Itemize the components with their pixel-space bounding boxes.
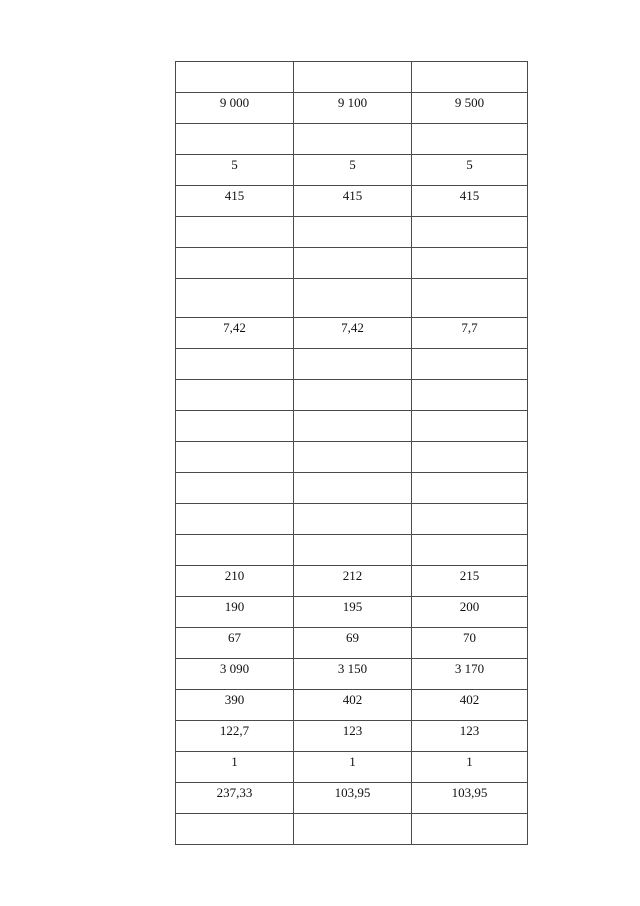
- cell-value: [176, 814, 293, 817]
- cell-value: [412, 217, 527, 220]
- cell-value: [176, 217, 293, 220]
- cell-value: 67: [228, 630, 241, 645]
- cell-value: [176, 380, 293, 383]
- cell-value: [176, 124, 293, 127]
- cell-value: 415: [459, 188, 480, 203]
- cell-value: 9 500: [454, 95, 485, 110]
- cell-value: [176, 62, 293, 65]
- table-row: [176, 566, 528, 597]
- table-cell: [412, 186, 528, 217]
- table-row: [176, 659, 528, 690]
- cell-value: [412, 248, 527, 251]
- cell-value: [412, 504, 527, 507]
- cell-value: 122,7: [219, 723, 250, 738]
- table-cell: [412, 217, 528, 248]
- table-row: [176, 349, 528, 380]
- table-cell: [294, 473, 412, 504]
- cell-value: 123: [342, 723, 363, 738]
- cell-value: [294, 279, 411, 282]
- cell-value: 212: [342, 568, 363, 583]
- table-row: [176, 814, 528, 845]
- cell-value: 103,95: [451, 785, 488, 800]
- table-cell: [412, 442, 528, 473]
- cell-value: 5: [466, 157, 473, 172]
- table-cell: [176, 721, 294, 752]
- cell-value: [412, 814, 527, 817]
- table-cell: [176, 124, 294, 155]
- table-row: [176, 62, 528, 93]
- table-cell: [294, 504, 412, 535]
- table-cell: [412, 628, 528, 659]
- table-cell: [176, 597, 294, 628]
- cell-value: [176, 411, 293, 414]
- cell-value: [176, 279, 293, 282]
- cell-value: [176, 535, 293, 538]
- cell-value: 1: [231, 754, 238, 769]
- table-cell: [294, 93, 412, 124]
- cell-value: [294, 380, 411, 383]
- cell-value: 195: [342, 599, 363, 614]
- table-cell: [176, 442, 294, 473]
- table-cell: [412, 783, 528, 814]
- table-cell: [412, 248, 528, 279]
- table-cell: [412, 124, 528, 155]
- table-cell: [294, 124, 412, 155]
- cell-value: [412, 380, 527, 383]
- table-cell: [412, 566, 528, 597]
- table-row: [176, 380, 528, 411]
- table-cell: [412, 93, 528, 124]
- cell-value: 200: [459, 599, 480, 614]
- table-row: [176, 248, 528, 279]
- table-cell: [294, 814, 412, 845]
- table-cell: [294, 597, 412, 628]
- cell-value: [412, 535, 527, 538]
- table-cell: [294, 628, 412, 659]
- table-cell: [176, 186, 294, 217]
- cell-value: 415: [342, 188, 363, 203]
- cell-value: [294, 217, 411, 220]
- table-cell: [294, 752, 412, 783]
- table-cell: [176, 535, 294, 566]
- cell-value: 70: [463, 630, 476, 645]
- data-table: [175, 61, 528, 845]
- table-cell: [176, 349, 294, 380]
- cell-value: 9 000: [219, 95, 250, 110]
- table-cell: [294, 217, 412, 248]
- table-cell: [176, 279, 294, 318]
- table-cell: [176, 380, 294, 411]
- table-cell: [176, 155, 294, 186]
- cell-value: 7,42: [341, 320, 364, 335]
- table-cell: [176, 62, 294, 93]
- table-cell: [294, 659, 412, 690]
- table-cell: [412, 721, 528, 752]
- cell-value: [412, 442, 527, 445]
- table-cell: [176, 628, 294, 659]
- table-cell: [294, 721, 412, 752]
- table-cell: [176, 566, 294, 597]
- cell-value: [294, 814, 411, 817]
- table-row: [176, 411, 528, 442]
- table-cell: [176, 318, 294, 349]
- table-row: [176, 597, 528, 628]
- table-row: [176, 473, 528, 504]
- cell-value: 215: [459, 568, 480, 583]
- table-row: [176, 721, 528, 752]
- cell-value: 390: [224, 692, 245, 707]
- cell-value: [412, 124, 527, 127]
- table-cell: [176, 248, 294, 279]
- table-cell: [176, 473, 294, 504]
- table-row: [176, 504, 528, 535]
- table-cell: [176, 504, 294, 535]
- cell-value: 402: [342, 692, 363, 707]
- table-cell: [412, 473, 528, 504]
- table-cell: [294, 155, 412, 186]
- table-cell: [294, 186, 412, 217]
- table-cell: [294, 349, 412, 380]
- table-row: [176, 279, 528, 318]
- table-cell: [294, 535, 412, 566]
- table-cell: [176, 783, 294, 814]
- cell-value: 402: [459, 692, 480, 707]
- table-cell: [294, 62, 412, 93]
- table-row: [176, 752, 528, 783]
- cell-value: [294, 411, 411, 414]
- cell-value: [412, 349, 527, 352]
- cell-value: [294, 248, 411, 251]
- table-cell: [294, 783, 412, 814]
- table-row: [176, 318, 528, 349]
- table-row: [176, 442, 528, 473]
- cell-value: [412, 411, 527, 414]
- table-cell: [294, 318, 412, 349]
- table-cell: [176, 93, 294, 124]
- table-row: [176, 217, 528, 248]
- cell-value: 9 100: [337, 95, 368, 110]
- table-cell: [176, 752, 294, 783]
- cell-value: 7,7: [461, 320, 478, 335]
- cell-value: [176, 349, 293, 352]
- cell-value: [412, 62, 527, 65]
- cell-value: [294, 504, 411, 507]
- table-cell: [412, 380, 528, 411]
- cell-value: 103,95: [334, 785, 371, 800]
- table-cell: [412, 535, 528, 566]
- table-cell: [412, 155, 528, 186]
- cell-value: [176, 504, 293, 507]
- table-cell: [294, 411, 412, 442]
- cell-value: 415: [224, 188, 245, 203]
- table-row: [176, 155, 528, 186]
- table-cell: [294, 690, 412, 721]
- cell-value: 5: [349, 157, 356, 172]
- cell-value: 7,42: [223, 320, 246, 335]
- cell-value: [176, 473, 293, 476]
- cell-value: [294, 349, 411, 352]
- cell-value: [176, 442, 293, 445]
- table-cell: [294, 566, 412, 597]
- cell-value: [294, 62, 411, 65]
- table-row: [176, 535, 528, 566]
- table-cell: [412, 597, 528, 628]
- table-cell: [412, 690, 528, 721]
- cell-value: [294, 473, 411, 476]
- table-cell: [412, 411, 528, 442]
- cell-value: [412, 279, 527, 282]
- table-cell: [176, 690, 294, 721]
- table-body: [176, 62, 528, 845]
- cell-value: 69: [346, 630, 359, 645]
- cell-value: [294, 442, 411, 445]
- cell-value: 237,33: [216, 785, 253, 800]
- table-row: [176, 186, 528, 217]
- cell-value: 3 170: [454, 661, 485, 676]
- cell-value: 5: [231, 157, 238, 172]
- table-row: [176, 124, 528, 155]
- table-cell: [412, 62, 528, 93]
- table-cell: [176, 217, 294, 248]
- table-row: [176, 628, 528, 659]
- cell-value: 1: [349, 754, 356, 769]
- cell-value: 190: [224, 599, 245, 614]
- cell-value: 210: [224, 568, 245, 583]
- table-row: [176, 93, 528, 124]
- table-cell: [176, 411, 294, 442]
- cell-value: 123: [459, 723, 480, 738]
- table-cell: [412, 349, 528, 380]
- cell-value: [294, 535, 411, 538]
- cell-value: 1: [466, 754, 473, 769]
- cell-value: [294, 124, 411, 127]
- table-cell: [176, 659, 294, 690]
- table-cell: [294, 380, 412, 411]
- table-cell: [412, 318, 528, 349]
- table-cell: [412, 752, 528, 783]
- table-cell: [412, 659, 528, 690]
- table-row: [176, 690, 528, 721]
- table-row: [176, 783, 528, 814]
- cell-value: 3 090: [219, 661, 250, 676]
- cell-value: 3 150: [337, 661, 368, 676]
- cell-value: [412, 473, 527, 476]
- table-cell: [176, 814, 294, 845]
- table-cell: [294, 279, 412, 318]
- table-cell: [412, 279, 528, 318]
- cell-value: [176, 248, 293, 251]
- table-cell: [412, 504, 528, 535]
- table-cell: [412, 814, 528, 845]
- table-cell: [294, 248, 412, 279]
- table-cell: [294, 442, 412, 473]
